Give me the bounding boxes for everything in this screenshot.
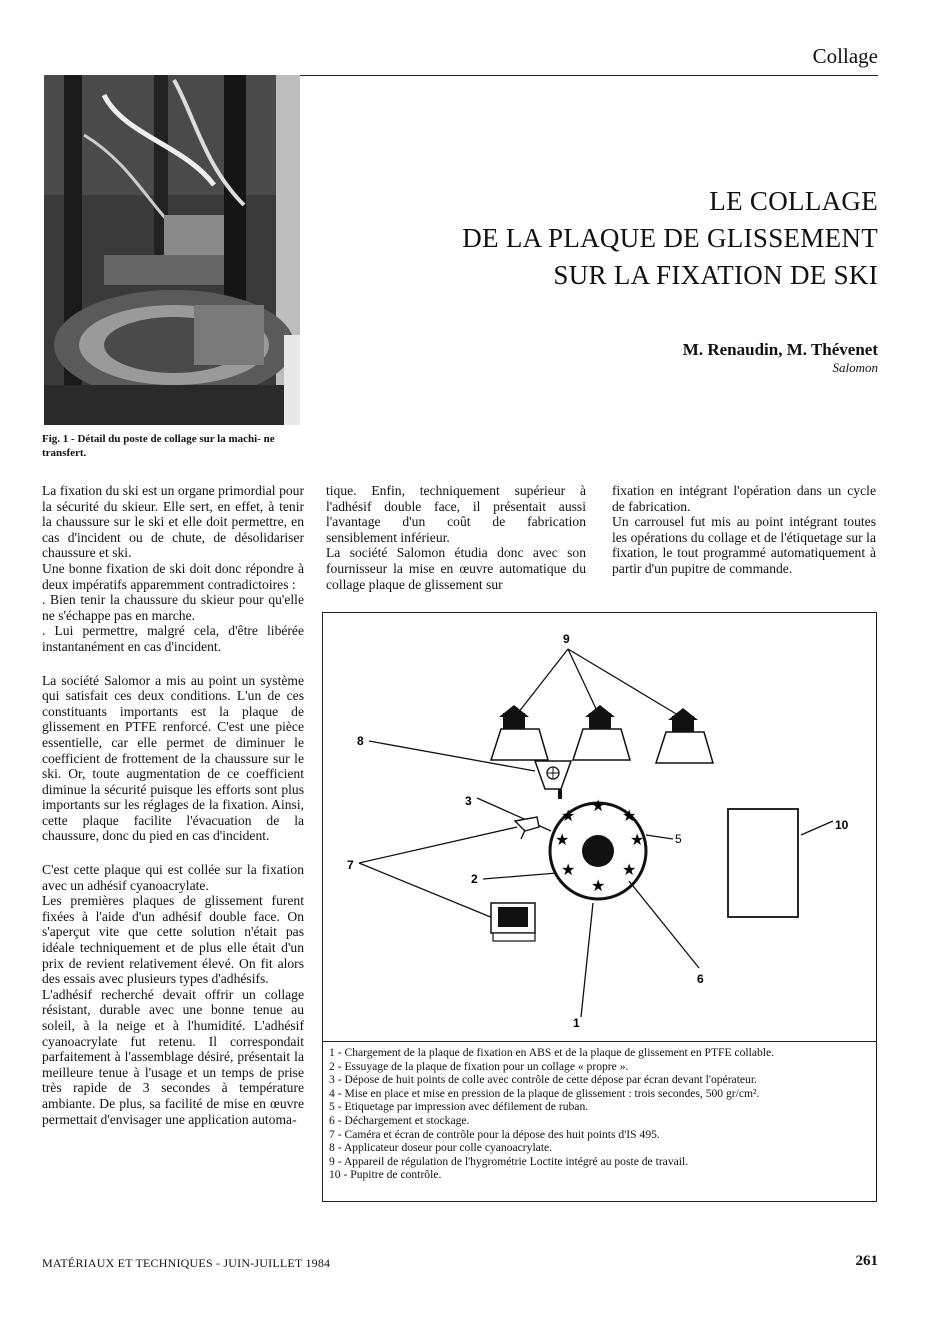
leader-line <box>629 881 699 968</box>
article-title <box>462 183 878 294</box>
paragraph: fixation en intégrant l'opération dans un cycle de fabrication. <box>612 483 876 514</box>
legend-item: 5 - Etiquetage par impression avec défilement de ruban. <box>329 1100 589 1114</box>
monitor-icon <box>491 903 535 941</box>
star-icon: ★ <box>561 808 576 825</box>
paragraph: Une bonne fixation de ski doit donc répondre à deux impératifs apparemment contradictoires : <box>42 560 304 592</box>
hygrometry-unit-icon <box>573 705 630 760</box>
legend-item: 6 - Déchargement et stockage. <box>329 1113 470 1127</box>
body-column-3 <box>612 483 876 577</box>
star-icon: ★ <box>591 798 606 815</box>
carousel-diagram <box>323 613 875 1041</box>
diagram-label-7: 7 <box>347 858 354 872</box>
body-column-2 <box>326 483 586 592</box>
diagram-label-3: 3 <box>465 794 472 808</box>
control-desk <box>728 809 798 917</box>
star-icon: ★ <box>630 832 645 849</box>
leader-line <box>518 649 568 713</box>
paragraph: L'adhésif recherché devait offrir un collage résistant, durable avec une bonne tenue au soleil, à la neige et à l'humidité. L'adhésif cyanoacrylate fut retenu. Il correspondait parfaitement à l'assemblage désiré, présentait la meilleure tenue à l'usage et un temps de prise très rapide de 3 secondes à température ambiante. De plus, sa facilité de mise en œuvre permettait d'envisager une application automa- <box>42 986 304 1127</box>
diagram-label-2: 2 <box>471 872 478 886</box>
paragraph-gap <box>42 655 304 673</box>
paragraph: Les premières plaques de glissement furent fixées à l'aide d'un adhésif double face. On s'aperçut vite que cette solution n'était pas idéale techniquement et de plus elle était d'un prix de revient relativement élevé. On fit alors des essais avec plusieurs types d'adhésifs. <box>42 893 304 987</box>
title-line: LE COLLAGE <box>709 186 878 216</box>
star-icon: ★ <box>622 808 637 825</box>
title-line: DE LA PLAQUE DE GLISSEMENT <box>462 223 878 253</box>
leader-line <box>568 649 678 715</box>
star-icon: ★ <box>561 862 576 879</box>
camera-icon <box>515 817 539 839</box>
affiliation: Salomon <box>832 360 878 375</box>
diagram-label-9: 9 <box>563 632 570 646</box>
paragraph-gap <box>42 844 304 862</box>
authors: M. Renaudin, M. Thévenet <box>682 340 878 359</box>
legend-item: 3 - Dépose de huit points de colle avec contrôle de cette dépose par écran devant l'opérateur. <box>329 1073 757 1087</box>
body-column-1 <box>42 483 304 1127</box>
diagram-label-5: 5 <box>675 832 682 846</box>
paragraph: La société Salomor a mis au point un système qui satisfait ces deux conditions. L'un de ces constituants importants est la plaque de glissement en PTFE renforcé. C'est une pièce essentielle, car elle permet de diminuer le coefficient de frottement de la chaussure sur le ski. Or, toute augmentation de ce coefficient diminue la sécurité puisque les efforts sont plus importants sur les réglages de la fixation. Ainsi, cette plaque facilite l'évacuation de la chaussure, donc du pied en cas d'incident. <box>42 672 304 844</box>
leader-line <box>477 798 551 831</box>
diagram-legend <box>329 1046 774 1182</box>
title-line: SUR LA FIXATION DE SKI <box>553 260 878 290</box>
diagram-label-6: 6 <box>697 972 704 986</box>
legend-item: 1 - Chargement de la plaque de fixation en ABS et de la plaque de glissement en PTFE collable. <box>329 1046 775 1059</box>
figure-2-diagram <box>322 612 877 1202</box>
diagram-label-1: 1 <box>573 1016 580 1030</box>
legend-item: 7 - Caméra et écran de contrôle pour la dépose des huit points d'IS 495. <box>329 1127 660 1141</box>
legend-item: 2 - Essuyage de la plaque de fixation pour un collage « propre ». <box>329 1059 629 1073</box>
figure-1-photo <box>44 75 300 425</box>
leader-line <box>581 903 593 1017</box>
section-name: Collage <box>812 44 878 68</box>
star-icon: ★ <box>622 862 637 879</box>
paragraph: C'est cette plaque qui est collée sur la fixation avec un adhésif cyanoacrylate. <box>42 862 304 893</box>
leader-line <box>359 827 517 863</box>
legend-item: 9 - Appareil de régulation de l'hygrométrie Loctite intégré au poste de travail. <box>329 1154 689 1168</box>
header-rule <box>300 75 878 76</box>
star-icon: ★ <box>555 832 570 849</box>
diagram-label-10: 10 <box>835 818 849 832</box>
journal-footer: MATÉRIAUX ET TECHNIQUES - JUIN-JUILLET 1984 <box>42 1256 331 1270</box>
paragraph: . Lui permettre, malgré cela, d'être libérée instantanément en cas d'incident. <box>42 623 304 654</box>
legend-rule <box>323 1041 876 1042</box>
hygrometry-unit-icon <box>491 705 548 760</box>
paragraph: La société Salomon étudia donc avec son fournisseur la mise en œuvre automatique du collage plaque de glissement sur <box>326 545 586 592</box>
star-icon: ★ <box>591 878 606 895</box>
leader-line <box>483 873 557 879</box>
diagram-label-8: 8 <box>357 734 364 748</box>
paragraph: . Bien tenir la chaussure du skieur pour qu'elle ne s'échappe pas en marche. <box>42 592 304 623</box>
legend-item: 4 - Mise en place et mise en pression de la plaque de glissement : trois secondes, 500 gr/cm². <box>329 1086 760 1100</box>
paragraph: tique. Enfin, techniquement supérieur à l'adhésif double face, il présentait aussi l'avantage d'un coût de fabrication sensiblement inférieur. <box>326 483 586 545</box>
leader-line <box>801 821 833 835</box>
figure-1-caption: Fig. 1 - Détail du poste de collage sur la machi- ne transfert. <box>42 433 275 459</box>
legend-item: 8 - Applicateur doseur pour colle cyanoacrylate. <box>329 1141 553 1155</box>
page-number: 261 <box>855 1253 878 1269</box>
leader-line <box>646 835 673 839</box>
legend-item: 10 - Pupitre de contrôle. <box>329 1168 442 1182</box>
paragraph: Un carrousel fut mis au point intégrant toutes les opérations du collage et de l'étiquetage sur la fixation, le tout programmé automatiquement à partir d'un pupitre de commande. <box>612 514 876 576</box>
hygrometry-unit-icon <box>656 708 713 763</box>
paragraph: La fixation du ski est un organe primordial pour la sécurité du skieur. Elle sert, en effet, à tenir la chaussure sur le ski et elle doit permettre, en cas d'incident ou de chute, de désolidariser chaussure et ski. <box>42 483 304 561</box>
applicator-icon <box>535 761 571 799</box>
